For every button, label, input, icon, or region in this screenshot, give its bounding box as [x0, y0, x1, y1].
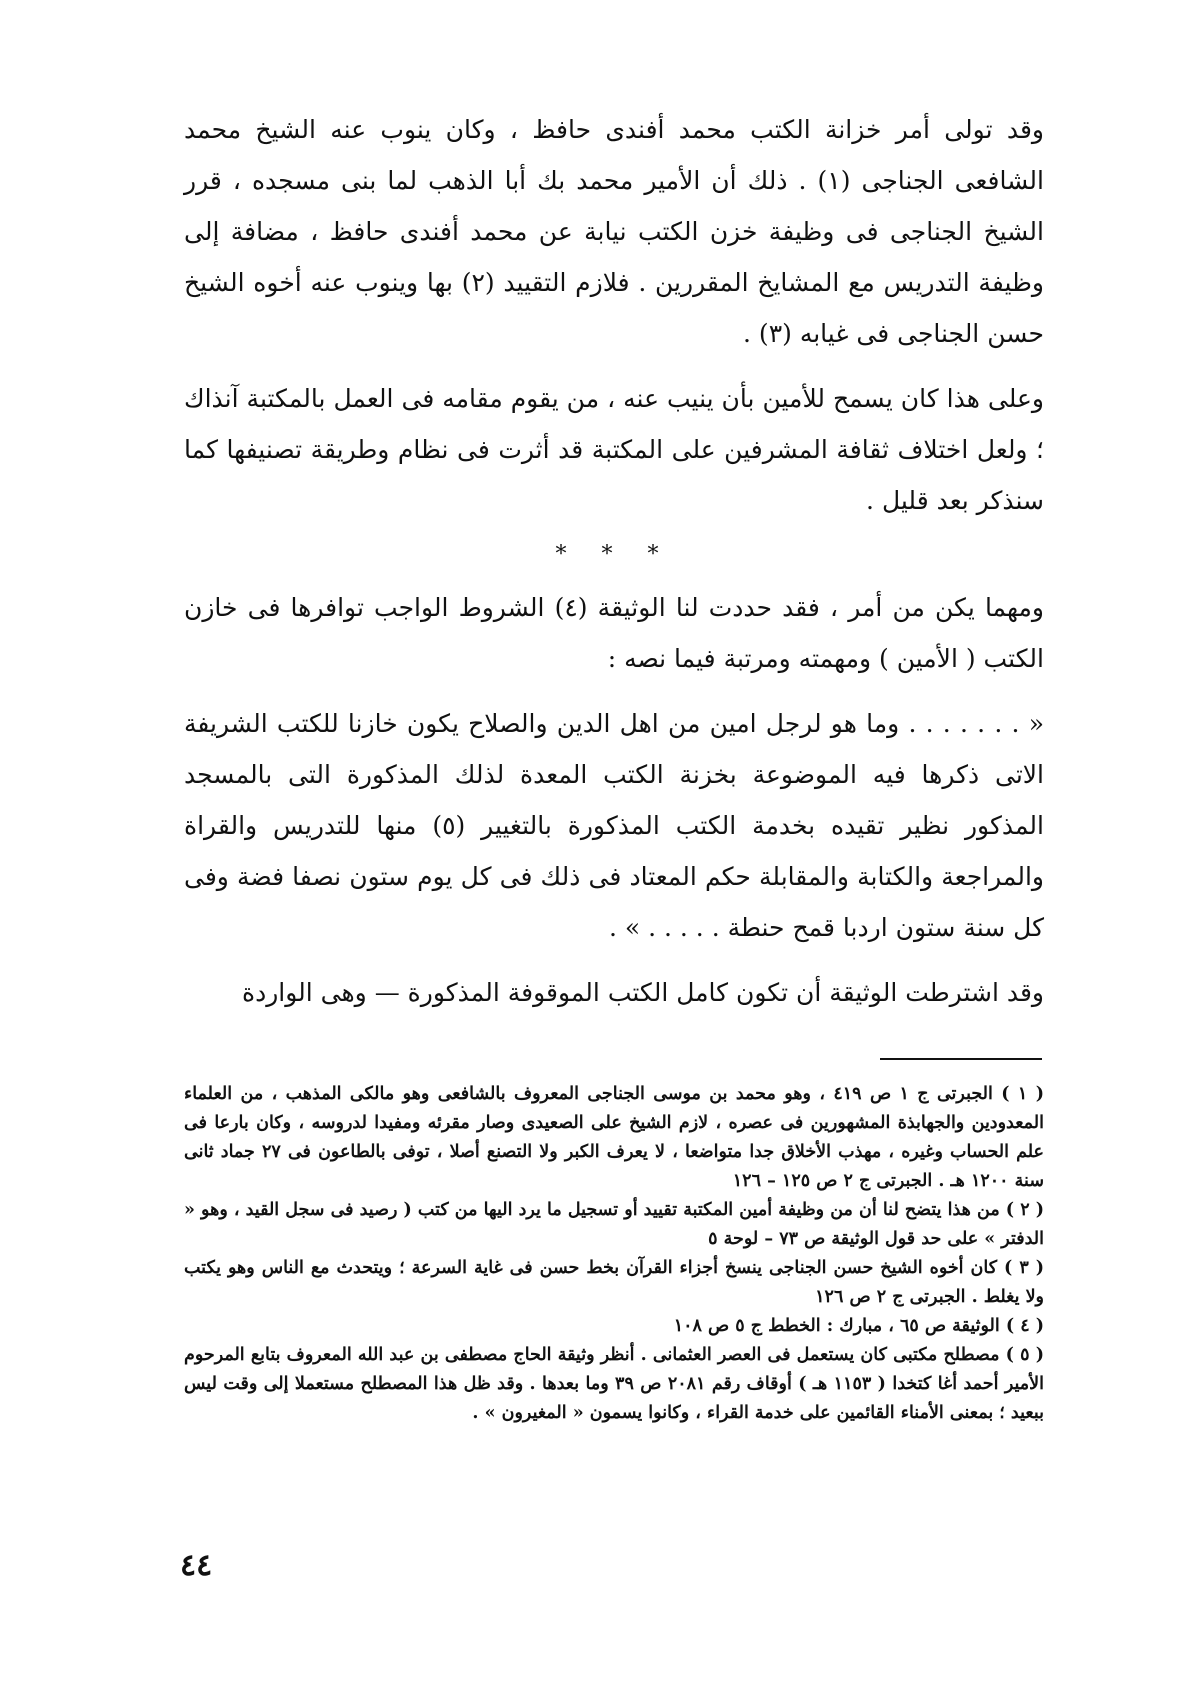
- page-number: ٤٤: [180, 1548, 213, 1583]
- footnote-separator: [880, 1058, 1042, 1060]
- footnote-3: ( ٣ ) كان أخوه الشيخ حسن الجناجى ينسخ أجزاء القرآن بخط حسن فى غاية السرعة ؛ ويتحدث مع الناس وهو يكتب ولا يغلط . الجبرتى ج ٢ ص ١٢٦: [184, 1258, 1045, 1307]
- paragraph-2: وعلى هذا كان يسمح للأمين بأن ينيب عنه ، من يقوم مقامه فى العمل بالمكتبة آنذاك ؛ ولعل اختلاف ثقافة المشرفين على المكتبة قد أثرت فى نظام وطريقة تصنيفها كما سنذكر بعد قليل .: [184, 384, 1044, 515]
- section-divider-asterisks: * * *: [555, 542, 673, 567]
- footnotes: [184, 1080, 1044, 1428]
- main-text: [184, 104, 1044, 1032]
- footnote-1: ( ١ ) الجبرتى ج ١ ص ٤١٩ ، وهو محمد بن موسى الجناجى المعروف بالشافعى وهو مالكى المذهب ، من العلماء المعدودين والجهابذة المشهورين فى عصره ، لازم الشيخ على الصعيدى وصار مقرئه ومفيدا لدروسه ، وكان بارعا فى علم الحساب وغيره ، مهذب الأخلاق جدا متواضعا ، لا يعرف الكبر ولا التصنع أصلا ، توفى بالطاعون فى ٢٧ جماد ثانى سنة ١٢٠٠ هـ . الجبرتى ج ٢ ص ١٢٥ – ١٢٦: [184, 1084, 1044, 1191]
- footnote-5: ( ٥ ) مصطلح مكتبى كان يستعمل فى العصر العثمانى . أنظر وثيقة الحاج مصطفى بن عبد الله المعروف بتابع المرحوم الأمير أحمد أغا كتخدا ( ١١٥٣ هـ ) أوقاف رقم ٢٠٨١ ص ٣٩ وما بعدها . وقد ظل هذا المصطلح مستعملا إلى وقت ليس ببعيد ؛ بمعنى الأمناء القائمين على خدمة القراء ، وكانوا يسمون « المغيرون » .: [184, 1345, 1044, 1423]
- paragraph-3: ومهما يكن من أمر ، فقد حددت لنا الوثيقة (٤) الشروط الواجب توافرها فى خازن الكتب ( الأمين ) ومهمته ومرتبة فيما نصه :: [184, 593, 1044, 673]
- paragraph-5: وقد اشترطت الوثيقة أن تكون كامل الكتب الموقوفة المذكورة — وهى الواردة: [241, 978, 1044, 1007]
- footnote-2: ( ٢ ) من هذا يتضح لنا أن من وظيفة أمين المكتبة تقييد أو تسجيل ما يرد اليها من كتب ( رصيد فى سجل القيد ، وهو « الدفتر » على حد قول الوثيقة ص ٧٣ – لوحة ٥: [184, 1200, 1044, 1249]
- footnote-4: ( ٤ ) الوثيقة ص ٦٥ ، مبارك : الخطط ج ٥ ص ١٠٨: [673, 1316, 1044, 1336]
- paragraph-1: وقد تولى أمر خزانة الكتب محمد أفندى حافظ ، وكان ينوب عنه الشيخ محمد الشافعى الجناجى (١) . ذلك أن الأمير محمد بك أبا الذهب لما بنى مسجده ، قرر الشيخ الجناجى فى وظيفة خزن الكتب نيابة عن محمد أفندى حافظ ، مضافة إلى وظيفة التدريس مع المشايخ المقررين . فلازم التقييد (٢) بها وينوب عنه أخوه الشيخ حسن الجناجى فى غيابه (٣) .: [184, 115, 1044, 348]
- quoted-document-paragraph: « . . . . . . . وما هو لرجل امين من اهل الدين والصلاح يكون خازنا للكتب الشريفة الاتى ذكرها فيه الموضوعة بخزنة الكتب المعدة لذلك المذكورة التى بالمسجد المذكور نظير تقيده بخدمة الكتب المذكورة بالتغيير (٥) منها للتدريس والقراة والمراجعة والكتابة والمقابلة حكم المعتاد فى ذلك فى كل يوم ستون نصفا فضة وفى كل سنة ستون اردبا قمح حنطة . . . . . » .: [184, 709, 1044, 942]
